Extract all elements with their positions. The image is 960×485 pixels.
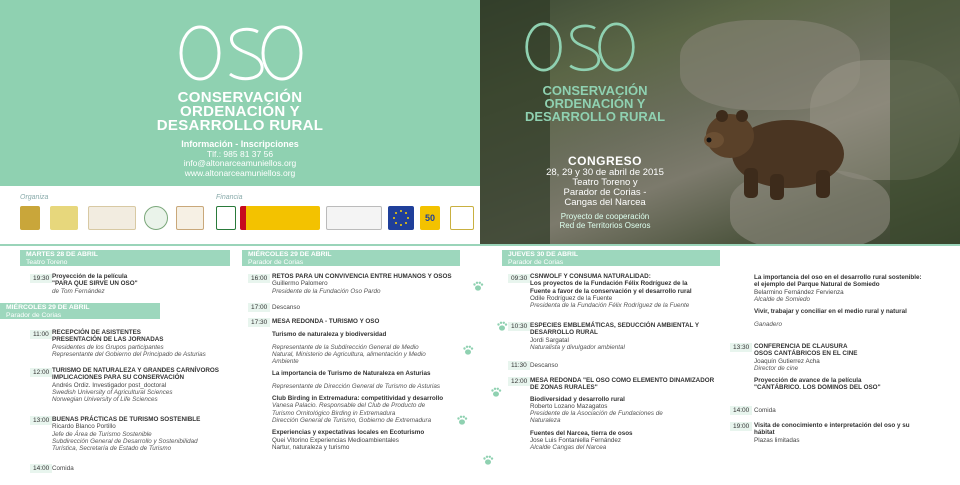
paw-icon xyxy=(482,454,494,466)
congress-info xyxy=(520,154,690,208)
header-title-line-3: DESARROLLO RURAL xyxy=(156,117,324,134)
contact-info xyxy=(130,140,350,178)
event-nature-tourism: TURISMO DE NATURALEZA Y GRANDES CARNÍVOROS IMPLICACIONES PARA SU CONSERVACIÓN Andrés Ordiz. Investigador post_doctoral Swedish University of Agricultural Sciences Norwegian University of Life Sciences xyxy=(52,367,219,404)
logo-comarca-sidra xyxy=(176,206,204,230)
paw-icon xyxy=(462,344,474,356)
event-break: Descanso xyxy=(530,362,559,369)
logo-50: 50 xyxy=(420,206,440,230)
web-link[interactable]: www.altonarceamuniellos.org xyxy=(184,167,296,178)
logo-alto-narcea xyxy=(20,206,40,230)
poster-oso-logo xyxy=(524,18,636,76)
event-emblematic-species: ESPECIES EMBLEMÁTICAS, SEDUCCIÓN AMBIENTAL Y DESARROLLO RURAL Jordi Sargatal Naturalista y divulgador ambiental xyxy=(530,322,700,351)
event-time: 16:00 xyxy=(248,274,270,283)
event-time: 10:30 xyxy=(508,322,530,331)
program-section xyxy=(0,244,960,485)
phone: Tlf.: 985 81 37 56 xyxy=(206,148,274,159)
event-good-practices: BUENAS PRÁCTICAS DE TURISMO SOSTENIBLE Ricardo Blanco Portillo Jefe de Área de Turismo Sostenible Subdirección General de Desarrollo y Sostenibilidad Turística, Secretaría de Estado de Turismo xyxy=(52,416,201,453)
logo-gobierno xyxy=(326,206,382,230)
event-round-table-rural: MESA REDONDA "EL OSO COMO ELEMENTO DINAMIZADOR DE ZONAS RURALES" Biodiversidad y desarrollo rural Roberto Lozano Mazagatos Presidente de la Asociación de Fundaciones de Naturaleza Fuentes del Narcea, tierra de osos Jose Luis Fontaniella Fernández Alcalde Cangas del Narcea xyxy=(530,377,715,452)
logo-ue xyxy=(388,206,414,230)
logo-leader xyxy=(50,206,78,230)
event-time: 17:30 xyxy=(248,318,270,327)
project-info xyxy=(520,212,690,230)
event-time: 17:00 xyxy=(248,303,270,312)
poster-title-1: CONSERVACIÓN xyxy=(542,83,648,98)
event-time: 11:00 xyxy=(30,330,52,339)
event-round-table-tourism: MESA REDONDA - TURISMO Y OSO Turismo de naturaleza y biodiversidad Representante de la Subdirección General de Medio Natural, Ministerio de Agricultura, alimentación y Medio Ambiente La importancia de Turismo de Naturaleza en Asturias Representante de Dirección General de Turismo de Asturias Club Birding in Extremadura: competitividad y desarrollo Vanesa Palacio. Responsable del Club de Producto de Turismo Ornitológico Birding in Extremadura Dirección General de Turismo, Gobierno de Extremadura Experiencias y expectativas locales en Ecoturismo Quei Vitorino Experiencias Medioambientales Nartur, naturaleza y turismo xyxy=(272,318,444,451)
event-csnwolf: CSNWOLF Y CONSUMA NATURALIDAD: Los proyectos de la Fundación Félix Rodríguez de la Fuente a favor de la conservación y el desarrollo rural Odile Rodríguez de la Fuente Presidenta de la Fundación Félix Rodríguez de la Fuente xyxy=(530,273,692,310)
oso-logo xyxy=(178,22,304,84)
logo-principado xyxy=(216,206,236,230)
day-title: MARTES 28 DE ABRIL xyxy=(26,251,98,258)
day-header-wednesday-pm: MIÉRCOLES 29 DE ABRIL Parador de Corias xyxy=(242,250,460,266)
event-coexistence: RETOS PARA UN CONVIVENCIA ENTRE HUMANOS Y OSOS Guillermo Palomero Presidente de la Fundación Oso Pardo xyxy=(272,273,452,295)
header-panel xyxy=(0,0,480,186)
project-line-1: Proyecto de cooperación xyxy=(560,212,650,221)
congress-venue-1: Teatro Toreno y xyxy=(572,177,638,188)
day-header-tuesday xyxy=(20,250,230,266)
event-reception: RECEPCIÓN DE ASISTENTES PRESENTACIÓN DE LAS JORNADAS Presidentes de los Grupos participantes Representante del Gobierno del Principado de Asturias xyxy=(52,329,206,358)
event-film: Proyección de la película "PARA QUE SIRVE UN OSO" de Tom Fernández xyxy=(52,273,138,295)
congress-dates: 28, 29 y 30 de abril de 2015 xyxy=(546,167,664,178)
paw-icon xyxy=(496,320,508,332)
poster-title-3: DESARROLLO RURAL xyxy=(524,109,666,124)
sponsors-strip xyxy=(0,186,480,244)
bear-image xyxy=(700,96,850,204)
info-title: Información - Inscripciones xyxy=(181,139,299,149)
poster-photo xyxy=(480,0,960,244)
header-title-line-2: ORDENACIÓN Y xyxy=(179,103,300,120)
event-time: 11:30 xyxy=(508,361,530,370)
congress-place: Cangas del Narcea xyxy=(564,197,646,208)
paw-icon xyxy=(490,386,502,398)
congress-venue-2: Parador de Corias - xyxy=(563,187,647,198)
event-lunch: Comida xyxy=(754,407,776,414)
paw-icon xyxy=(456,414,468,426)
logo-montana-central xyxy=(144,206,168,230)
event-visit: Visita de conocimiento e interpretación del oso y su hábitat Plazas limitadas xyxy=(754,422,910,444)
day-header-wednesday: MIÉRCOLES 29 DE ABRIL Parador de Corias xyxy=(0,303,160,319)
event-time: 13:00 xyxy=(30,416,52,425)
header-title-line-1: CONSERVACIÓN xyxy=(177,89,303,106)
event-break: Descanso xyxy=(272,304,301,311)
event-time: 14:00 xyxy=(30,464,52,473)
project-line-2: Red de Territorios Oseros xyxy=(559,221,651,230)
event-closing-conference: CONFERENCIA DE CLAUSURA OSOS CANTÁBRICOS EN EL CINE Joaquín Gutierrez Acha Director de cine Proyección de avance de la película "CANTÁBRICO. LOS DOMINOS DEL OSO" xyxy=(754,343,881,392)
event-time: 09:30 xyxy=(508,274,530,283)
event-lunch: Comida xyxy=(52,465,74,472)
event-time: 14:00 xyxy=(730,406,752,415)
day-place: Teatro Toreno xyxy=(26,258,68,266)
event-time: 12:00 xyxy=(508,377,530,386)
day-header-thursday: JUEVES 30 DE ABRIL Parador de Corias xyxy=(502,250,720,266)
event-time: 19:00 xyxy=(730,422,752,431)
paw-icon xyxy=(472,280,484,292)
email-link[interactable]: info@altonarceamuniellos.org xyxy=(183,158,297,168)
poster-title-2: ORDENACIÓN Y xyxy=(544,96,646,111)
talk-somiedo: La importancia del oso en el desarrollo rural sostenible: el ejemplo del Parque Natural de Somiedo Belarmino Fernández Fervienza Alcalde de Somiedo Vivir, trabajar y conciliar en el medio rural y natural Ganadero xyxy=(754,274,922,329)
event-time: 13:30 xyxy=(730,343,752,352)
logo-ciudades-rurales xyxy=(450,206,474,230)
logo-ministerio xyxy=(240,206,320,230)
financia-label: Financia xyxy=(216,194,243,201)
organiza-label: Organiza xyxy=(20,194,49,201)
congress-title: CONGRESO xyxy=(567,154,642,168)
event-time: 19:30 xyxy=(30,274,52,283)
logo-camin-real xyxy=(88,206,136,230)
event-time: 12:00 xyxy=(30,368,52,377)
